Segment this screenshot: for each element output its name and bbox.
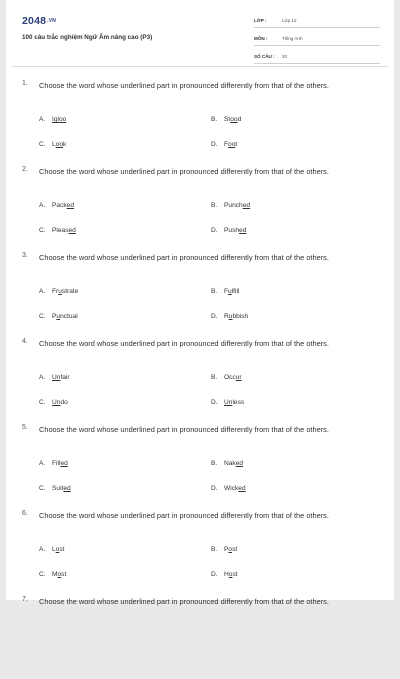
option-underlined-part: ed xyxy=(238,485,246,492)
worksheet-header xyxy=(6,0,394,66)
option-word-part: H xyxy=(224,571,229,578)
question-item xyxy=(6,507,394,593)
answer-option-d[interactable] xyxy=(211,141,237,148)
option-underlined-part: o xyxy=(228,546,233,553)
option-letter: D. xyxy=(211,571,218,578)
option-underlined-part: ed xyxy=(60,460,68,467)
answer-option-c[interactable] xyxy=(39,571,66,578)
question-item xyxy=(6,163,394,249)
option-word-part: L xyxy=(52,546,56,553)
option-letter: D. xyxy=(211,313,218,320)
option-letter: B. xyxy=(211,288,218,295)
option-word-part: k xyxy=(63,141,67,148)
option-word-part: F xyxy=(224,141,229,148)
option-letter: A. xyxy=(39,546,46,553)
answer-option-d[interactable] xyxy=(211,485,246,492)
answer-option-d[interactable] xyxy=(211,399,244,406)
answer-option-a[interactable] xyxy=(39,288,78,295)
option-letter: C. xyxy=(39,571,46,578)
question-item xyxy=(6,249,394,335)
option-underlined-part: Un xyxy=(224,399,233,406)
option-word-part: Fr xyxy=(52,288,59,295)
option-letter: A. xyxy=(39,288,46,295)
option-letter: C. xyxy=(39,141,46,148)
question-number: 3. xyxy=(22,252,28,259)
page-title: 100 câu trắc nghiệm Ngữ Âm nâng cao (P3) xyxy=(22,34,153,41)
answer-option-c[interactable] xyxy=(39,141,66,148)
option-word-part: fair xyxy=(60,374,70,381)
answer-option-d[interactable] xyxy=(211,571,238,578)
option-word-part: Nak xyxy=(224,460,236,467)
option-letter: C. xyxy=(39,227,46,234)
option-underlined-part: oo xyxy=(55,141,64,148)
option-word-part: st xyxy=(61,571,67,578)
question-list xyxy=(6,77,394,679)
option-underlined-part: u xyxy=(56,313,61,320)
option-underlined-part: ed xyxy=(63,485,71,492)
option-word-part: st xyxy=(232,546,238,553)
option-letter: A. xyxy=(39,374,46,381)
option-word-part: nctual xyxy=(60,313,78,320)
option-word-part: Pleas xyxy=(52,227,69,234)
question-text: Choose the word whose underlined part in pronounced differently from that of the others. xyxy=(39,425,329,434)
option-word-part: Fill xyxy=(52,460,61,467)
answer-option-a[interactable] xyxy=(39,202,74,209)
option-underlined-part: oo xyxy=(228,141,236,148)
option-underlined-part: ur xyxy=(235,374,242,381)
question-text: Choose the word whose underlined part in pronounced differently from that of the others. xyxy=(39,511,329,520)
worksheet-page xyxy=(6,0,394,606)
answer-option-b[interactable] xyxy=(211,546,237,553)
option-underlined-part: ed xyxy=(235,460,244,467)
answer-option-c[interactable] xyxy=(39,485,71,492)
option-word-part: lfill xyxy=(231,288,240,295)
option-underlined-part: ed xyxy=(239,227,247,234)
option-word-part: st xyxy=(59,546,65,553)
question-item xyxy=(6,421,394,507)
option-word-part: F xyxy=(224,288,229,295)
answer-option-d[interactable] xyxy=(211,227,246,234)
option-letter: A. xyxy=(39,202,46,209)
option-letter: B. xyxy=(211,460,218,467)
option-letter: C. xyxy=(39,485,46,492)
option-underlined-part: u xyxy=(228,288,232,295)
option-letter: B. xyxy=(211,374,218,381)
answer-option-d[interactable] xyxy=(211,313,248,320)
option-underlined-part: o xyxy=(55,546,60,553)
option-word-part: less xyxy=(232,399,245,406)
option-letter: C. xyxy=(39,313,46,320)
option-underlined-part: Un xyxy=(52,399,61,406)
option-word-part: strate xyxy=(61,288,79,295)
meta-count: SỐ CÂU : 20 xyxy=(254,50,380,64)
option-word-part: Occ xyxy=(224,374,236,381)
answer-option-c[interactable] xyxy=(39,313,78,320)
header-divider xyxy=(12,66,388,67)
question-number: 6. xyxy=(22,510,28,517)
option-underlined-part: u xyxy=(58,288,62,295)
option-underlined-part: oo xyxy=(230,116,238,123)
answer-option-a[interactable] xyxy=(39,460,68,467)
option-underlined-part: o xyxy=(228,571,233,578)
meta-info xyxy=(254,14,380,68)
site-logo[interactable]: 2048.VN xyxy=(22,15,57,27)
option-underlined-part: u xyxy=(228,313,233,320)
option-word-part: Wick xyxy=(224,485,239,492)
meta-grade: LỚP : Lớp 12 xyxy=(254,14,380,28)
answer-option-a[interactable] xyxy=(39,546,64,553)
question-text: Choose the word whose underlined part in pronounced differently from that of the others. xyxy=(39,597,329,606)
answer-option-a[interactable] xyxy=(39,374,70,381)
question-number: 1. xyxy=(22,80,28,87)
option-letter: D. xyxy=(211,399,218,406)
option-word-part: L xyxy=(52,141,56,148)
option-word-part: Suit xyxy=(52,485,64,492)
option-letter: D. xyxy=(211,485,218,492)
answer-option-b[interactable] xyxy=(211,374,242,381)
question-text: Choose the word whose underlined part in pronounced differently from that of the others. xyxy=(39,81,329,90)
answer-option-b[interactable] xyxy=(211,288,239,295)
question-number: 7. xyxy=(22,596,28,603)
option-letter: D. xyxy=(211,227,218,234)
option-letter: D. xyxy=(211,141,218,148)
answer-option-b[interactable] xyxy=(211,116,241,123)
answer-option-b[interactable] xyxy=(211,202,250,209)
option-underlined-part: ed xyxy=(242,202,251,209)
question-text: Choose the word whose underlined part in pronounced differently from that of the others. xyxy=(39,167,329,176)
option-underlined-part: ed xyxy=(68,227,76,234)
option-word-part: P xyxy=(52,313,57,320)
option-letter: B. xyxy=(211,116,218,123)
question-item xyxy=(6,77,394,163)
option-word-part: St xyxy=(224,116,231,123)
option-word-part: Pack xyxy=(52,202,67,209)
question-item xyxy=(6,335,394,421)
question-text: Choose the word whose underlined part in pronounced differently from that of the others. xyxy=(39,339,329,348)
option-word-part: do xyxy=(60,399,68,406)
question-number: 4. xyxy=(22,338,28,345)
option-letter: B. xyxy=(211,546,218,553)
option-word-part: P xyxy=(224,546,229,553)
option-letter: B. xyxy=(211,202,218,209)
option-word-part: t xyxy=(235,141,238,148)
option-underlined-part: o xyxy=(57,571,62,578)
option-word-part: R xyxy=(224,313,229,320)
question-number: 2. xyxy=(22,166,28,173)
question-item xyxy=(6,593,394,679)
option-word-part: Punch xyxy=(224,202,243,209)
option-word-part: st xyxy=(232,571,238,578)
option-letter: A. xyxy=(39,460,46,467)
option-underlined-part: Un xyxy=(52,374,61,381)
question-text: Choose the word whose underlined part in pronounced differently from that of the others. xyxy=(39,253,329,262)
option-underlined-part: Igloo xyxy=(52,116,67,123)
option-word-part: d xyxy=(237,116,242,123)
answer-option-c[interactable] xyxy=(39,399,68,406)
answer-option-c[interactable] xyxy=(39,227,76,234)
meta-subject: MÔN : Tiếng Anh xyxy=(254,32,380,46)
option-word-part: M xyxy=(52,571,58,578)
question-number: 5. xyxy=(22,424,28,431)
answer-option-b[interactable] xyxy=(211,460,243,467)
option-underlined-part: ed xyxy=(66,202,75,209)
option-word-part: Push xyxy=(224,227,240,234)
answer-option-a[interactable] xyxy=(39,116,66,123)
option-word-part: bbish xyxy=(232,313,249,320)
option-letter: A. xyxy=(39,116,46,123)
option-letter: C. xyxy=(39,399,46,406)
